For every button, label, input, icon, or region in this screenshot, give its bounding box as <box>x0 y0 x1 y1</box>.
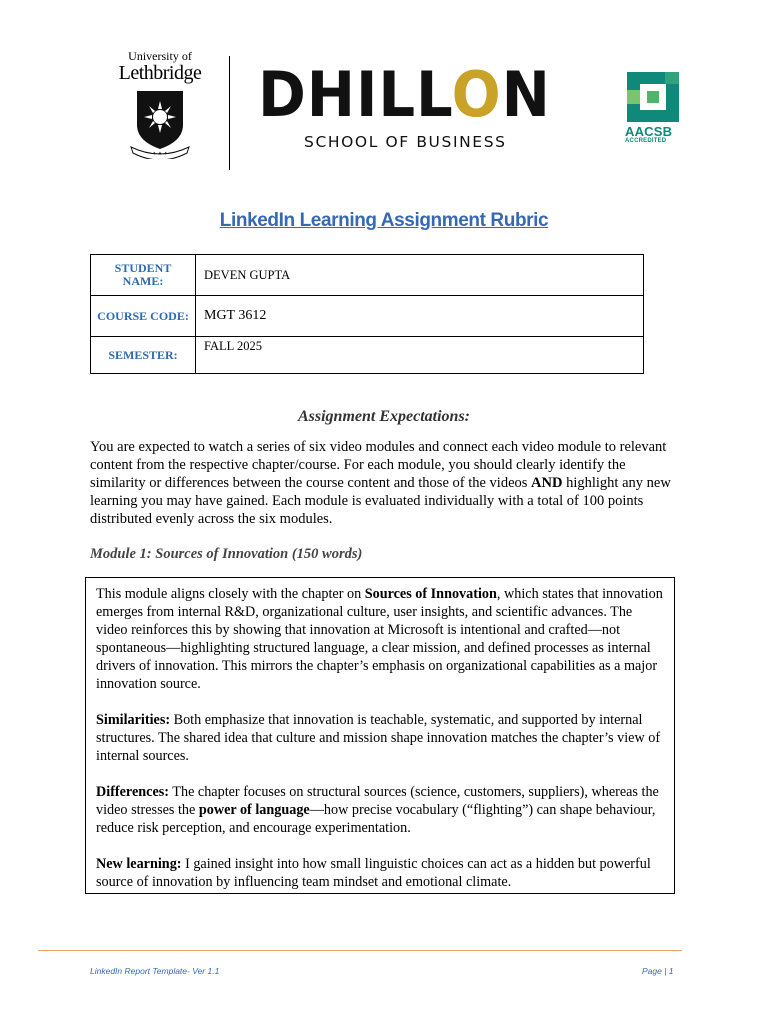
university-logo-line1: University of <box>128 49 192 63</box>
document-title: LinkedIn Learning Assignment Rubric <box>219 210 549 231</box>
answer-text: I gained insight into how small linguistic choices can act as a hidden but powerful source of innovation by influencing team mindset and emotional climate. <box>96 856 651 890</box>
expectations-heading: Assignment Expectations: <box>297 408 471 425</box>
answer-bold: power of language <box>198 802 310 818</box>
table-row <box>91 296 644 337</box>
module-answer-box <box>85 577 675 894</box>
document-header <box>0 0 768 190</box>
answer-text: , which states that innovation emerges from internal R&D, organizational culture, user insights, and scientific advances. The video reinforces this by showing that innovation at Microsoft is intentional and crafted—not spontaneous—highlighting structured language, a clear mission, and defined processes as internal drivers of innovation. This mirrors the chapter’s emphasis on organizational capabilities as a major innovation source. <box>96 586 663 692</box>
dhillon-wordmark-part1: DHILL <box>258 58 452 131</box>
answer-paragraph-summary <box>96 585 664 693</box>
expectations-bold: AND <box>531 475 563 491</box>
university-crest-icon <box>129 87 191 159</box>
footer-template-version: LinkedIn Report Template- Ver 1.1 <box>90 966 220 976</box>
student-name-value: DEVEN GUPTA <box>196 255 644 296</box>
similarities-label: Similarities: <box>96 712 171 728</box>
answer-text: The chapter focuses on structural sources (science, customers, suppliers), whereas the video stresses the <box>96 784 659 818</box>
answer-text: Both emphasize that innovation is teachable, systematic, and supported by internal structures. The shared idea that culture and mission shape innovation matches the chapter’s view of internal sources. <box>96 712 661 764</box>
expectations-body <box>90 438 682 528</box>
answer-paragraph-similarities <box>96 711 664 765</box>
aacsb-emblem-icon <box>627 72 679 122</box>
dhillon-subtitle: SCHOOL OF BUSINESS <box>304 133 507 151</box>
table-row <box>91 255 644 296</box>
dhillon-wordmark-part2: N <box>501 58 551 131</box>
aacsb-logo <box>625 72 681 152</box>
module-heading: Module 1: Sources of Innovation (150 words) <box>90 546 363 562</box>
dhillon-wordmark-o: O <box>451 58 502 131</box>
expectations-text-1: You are expected to watch a series of six video modules and connect each video module to relevant content from the respective chapter/course. For each module, you should clearly identify the similarity or differences between the course content and those of the videos <box>90 439 667 491</box>
dhillon-logo <box>258 58 570 164</box>
university-logo-line2: Lethbridge <box>118 62 202 84</box>
semester-label: SEMESTER: <box>91 337 196 374</box>
answer-paragraph-new-learning <box>96 855 664 891</box>
university-logo <box>112 50 208 159</box>
header-divider <box>229 56 230 170</box>
student-name-label: STUDENT NAME: <box>91 255 196 296</box>
answer-paragraph-differences <box>96 783 664 837</box>
course-code-label: COURSE CODE: <box>91 296 196 337</box>
course-code-value: MGT 3612 <box>196 296 644 337</box>
expectations-text-2: highlight any new learning you may have gained. Each module is evaluated individually with a total of 100 points distributed evenly across the six modules. <box>90 475 671 527</box>
new-learning-label: New learning: <box>96 856 182 872</box>
table-row <box>91 337 644 374</box>
answer-text: —how precise vocabulary (“flighting”) can shape behaviour, reduce risk perception, and encourage experimentation. <box>96 802 656 836</box>
semester-value: FALL 2025 <box>196 337 644 374</box>
footer-rule <box>38 950 682 951</box>
answer-bold: Sources of Innovation <box>364 586 497 602</box>
student-info-table <box>90 254 644 374</box>
dhillon-wordmark <box>258 58 551 131</box>
footer-page-number: Page | 1 <box>642 966 674 976</box>
aacsb-name: AACSB <box>625 124 673 139</box>
differences-label: Differences: <box>96 784 170 800</box>
answer-text: This module aligns closely with the chapter on <box>96 586 365 602</box>
aacsb-accredited: ACCREDITED <box>625 138 667 144</box>
svg-text:✦ ✦ ✦: ✦ ✦ ✦ <box>152 151 168 157</box>
